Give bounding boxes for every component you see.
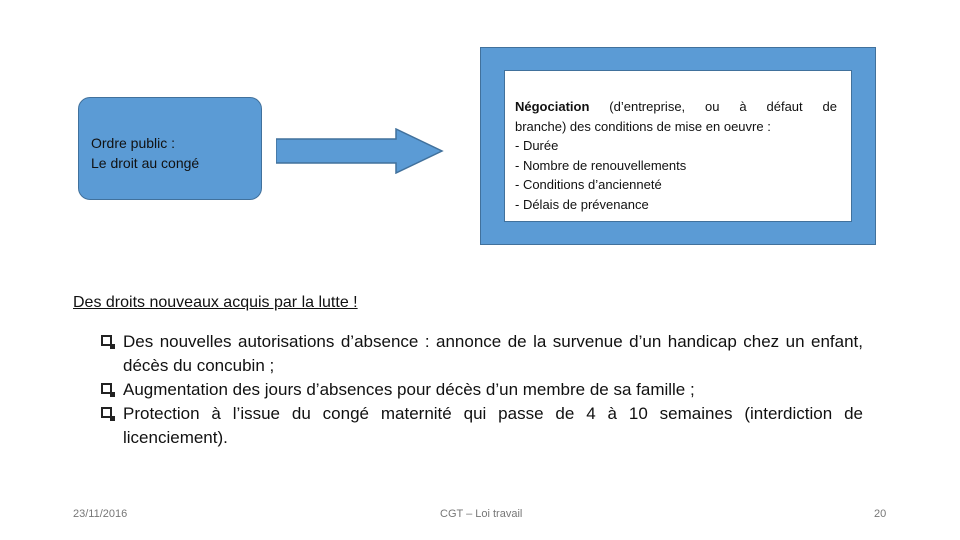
negotiation-title-line	[515, 97, 837, 117]
negotiation-item: - Délais de prévenance	[515, 196, 649, 212]
checkbox-bullet-icon	[101, 407, 112, 418]
bullet-list	[100, 330, 863, 450]
bullet-text: Des nouvelles autorisations d’absence : annonce de la survenue d’un handicap chez un enfant, décès du concubin ;	[123, 332, 863, 375]
bullet-text: Protection à l’issue du congé maternité qui passe de 4 à 10 semaines (interdiction de licenciement).	[123, 404, 863, 447]
list-item	[100, 330, 863, 378]
left-box-line2: Le droit au congé	[91, 155, 200, 171]
list-item	[100, 378, 863, 402]
negotiation-title-bold: Négociation	[515, 99, 590, 114]
checkbox-bullet-icon	[101, 335, 112, 346]
negotiation-text	[515, 97, 837, 214]
footer-date: 23/11/2016	[73, 508, 128, 520]
left-rounded-box	[78, 97, 262, 200]
right-arrow-icon	[276, 128, 444, 174]
footer-page-number: 20	[874, 508, 887, 520]
list-item	[100, 402, 863, 450]
checkbox-bullet-icon	[101, 383, 112, 394]
negotiation-item: - Nombre de renouvellements	[515, 157, 687, 173]
negotiation-line2: branche) des conditions de mise en oeuvre :	[515, 118, 771, 134]
negotiation-item: - Conditions d’ancienneté	[515, 177, 662, 192]
negotiation-item: - Durée	[515, 138, 559, 153]
left-box-text	[91, 133, 199, 173]
section-title: Des droits nouveaux acquis par la lutte !	[73, 294, 358, 311]
bullet-text: Augmentation des jours d’absences pour décès d’un membre de sa famille ;	[123, 380, 695, 399]
footer-title: CGT – Loi travail	[440, 508, 523, 520]
left-box-line1: Ordre public :	[91, 135, 176, 151]
negotiation-title-rest: (d’entreprise, ou à défaut de	[589, 99, 837, 114]
